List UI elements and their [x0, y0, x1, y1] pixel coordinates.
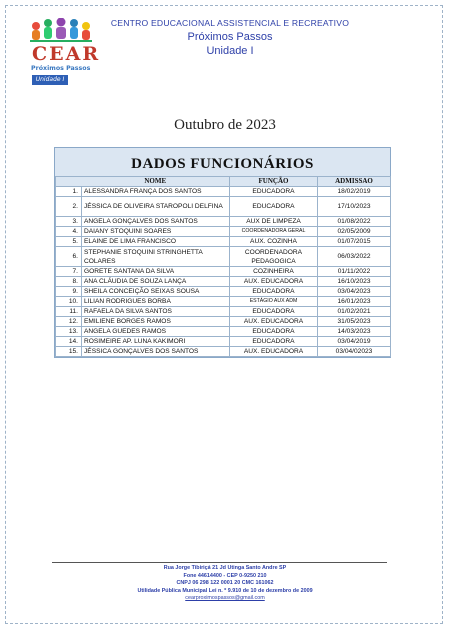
- logo-unit-badge: Unidade I: [32, 75, 68, 85]
- employee-name: DAIANY STOQUINI SOARES: [82, 227, 230, 237]
- children-figures-icon: [30, 18, 92, 46]
- header-admission: ADMISSAO: [318, 177, 391, 187]
- row-number: 12.: [56, 317, 82, 327]
- admission-date: 01/11/2022: [318, 267, 391, 277]
- employee-name: ANA CLÁUDIA DE SOUZA LANÇA: [82, 277, 230, 287]
- employee-function: AUX. EDUCADORA: [230, 317, 318, 327]
- admission-date: 18/02/2019: [318, 187, 391, 197]
- employee-function: EDUCADORA: [230, 287, 318, 297]
- table-row: [56, 347, 391, 357]
- table-row: [56, 247, 391, 267]
- row-number: 9.: [56, 287, 82, 297]
- footer-utility: Utilidade Pública Municipal Lei n. º 9.910 de 10 de dezembro de 2009: [137, 587, 313, 594]
- admission-date: 01/07/2015: [318, 237, 391, 247]
- header-function: FUNÇÃO: [230, 177, 318, 187]
- admission-date: 16/01/2023: [318, 297, 391, 307]
- table-row: [56, 197, 391, 217]
- footer-email[interactable]: cearproximospassos@gmail.com: [185, 595, 265, 601]
- org-subtitle: Próximos Passos: [187, 31, 273, 43]
- table-row: [56, 287, 391, 297]
- footer-divider: [52, 562, 387, 563]
- row-number: 6.: [56, 247, 82, 267]
- table-row: [56, 307, 391, 317]
- admission-date: 01/02/2021: [318, 307, 391, 317]
- admission-date: 16/10/2023: [318, 277, 391, 287]
- row-number: 8.: [56, 277, 82, 287]
- table-header-row: [56, 177, 391, 187]
- employee-name: ANGELA GONÇALVES DOS SANTOS: [82, 217, 230, 227]
- footer-address: Rua Jorge Tibiriçá 21 Jd Utinga Santo Andre SP: [163, 565, 287, 571]
- cear-logo: [28, 18, 101, 88]
- row-number: 13.: [56, 327, 82, 337]
- admission-date: 14/03/2023: [318, 327, 391, 337]
- table-row: [56, 337, 391, 347]
- table-row: [56, 217, 391, 227]
- employee-function: COORDENADORA GERAL: [230, 227, 318, 237]
- table-row: [56, 227, 391, 237]
- row-number: 11.: [56, 307, 82, 317]
- table-row: [56, 327, 391, 337]
- employee-name: ALESSANDRA FRANÇA DOS SANTOS: [82, 187, 230, 197]
- org-unit: Unidade I: [206, 45, 254, 57]
- employee-name: ANGELA GUEDES RAMOS: [82, 327, 230, 337]
- table-row: [56, 267, 391, 277]
- employee-name: RAFAELA DA SILVA SANTOS: [82, 307, 230, 317]
- footer-cnpj: CNPJ 06 298 122 0001 20 CMC 161062: [176, 580, 274, 586]
- admission-date: 03/04/2023: [318, 287, 391, 297]
- employee-name: LILIAN RODRIGUES BORBA: [82, 297, 230, 307]
- employee-function: COORDENADORA PEDAGOGICA: [230, 247, 318, 267]
- row-number: 4.: [56, 227, 82, 237]
- employee-function: EDUCADORA: [230, 307, 318, 317]
- admission-date: 06/03/2022: [318, 247, 391, 267]
- employee-name: GORETE SANTANA DA SILVA: [82, 267, 230, 277]
- employee-name: JÉSSICA GONÇALVES DOS SANTOS: [82, 347, 230, 357]
- employees-grid: [55, 176, 391, 357]
- employee-function: EDUCADORA: [230, 327, 318, 337]
- admission-date: 01/08/2022: [318, 217, 391, 227]
- employee-function: AUX. COZINHA: [230, 237, 318, 247]
- employee-name: ROSIMEIRE AP. LUNA KAKIMORI: [82, 337, 230, 347]
- table-row: [56, 237, 391, 247]
- table-row: [56, 187, 391, 197]
- employee-name: ELAINE DE LIMA FRANCISCO: [82, 237, 230, 247]
- letterhead: [90, 18, 370, 57]
- table-title: DADOS FUNCIONÁRIOS: [55, 148, 390, 176]
- employee-name: STEPHANIE STOQUINI STRINGHETTA COLARES: [82, 247, 230, 267]
- employee-function: EDUCADORA: [230, 187, 318, 197]
- footer-phone: Fone 44614400 - CEP 0-9250 210: [183, 572, 267, 579]
- row-number: 14.: [56, 337, 82, 347]
- row-number: 5.: [56, 237, 82, 247]
- employee-function: AUX. EDUCADORA: [230, 347, 318, 357]
- employee-function: AUX. EDUCADORA: [230, 277, 318, 287]
- table-row: [56, 277, 391, 287]
- employees-table: [54, 147, 391, 358]
- employee-function: EDUCADORA: [230, 337, 318, 347]
- admission-date: 03/04/02023: [318, 347, 391, 357]
- header-number: [56, 177, 82, 187]
- table-body: [56, 187, 391, 357]
- logo-tagline: Próximos Passos: [31, 65, 91, 72]
- table-row: [56, 317, 391, 327]
- employee-function: AUX DE LIMPEZA: [230, 217, 318, 227]
- admission-date: 31/05/2023: [318, 317, 391, 327]
- employee-function: COZINHEIRA: [230, 267, 318, 277]
- table-row: [56, 297, 391, 307]
- row-number: 15.: [56, 347, 82, 357]
- employee-name: EMILIENE BORGES RAMOS: [82, 317, 230, 327]
- header-name: NOME: [82, 177, 230, 187]
- admission-date: 17/10/2023: [318, 197, 391, 217]
- admission-date: 02/05/2009: [318, 227, 391, 237]
- document-date: Outubro de 2023: [174, 117, 276, 133]
- employee-name: JÉSSICA DE OLIVEIRA STAROPOLI DELFINA: [82, 197, 230, 217]
- row-number: 2.: [56, 197, 82, 217]
- footer: [0, 565, 450, 603]
- employee-function: EDUCADORA: [230, 197, 318, 217]
- org-name: CENTRO EDUCACIONAL ASSISTENCIAL E RECREATIVO: [110, 18, 350, 28]
- row-number: 7.: [56, 267, 82, 277]
- employee-name: SHEILA CONCEIÇÃO SEIXAS SOUSA: [82, 287, 230, 297]
- logo-text: CEAR: [32, 43, 101, 65]
- row-number: 3.: [56, 217, 82, 227]
- row-number: 1.: [56, 187, 82, 197]
- admission-date: 03/04/2019: [318, 337, 391, 347]
- row-number: 10.: [56, 297, 82, 307]
- employee-function: ESTÁGIO AUX ADM: [230, 297, 318, 307]
